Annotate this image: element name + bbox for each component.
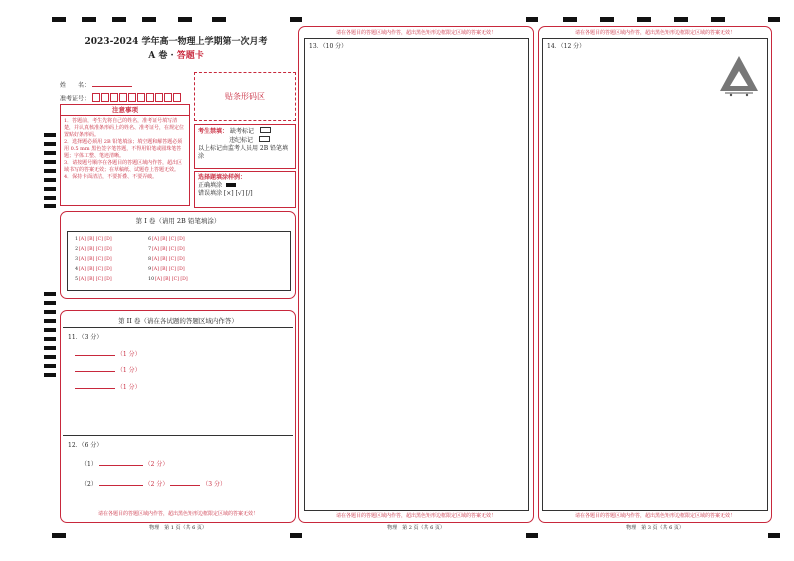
correct-fill-label: 正确填涂: [198, 182, 223, 189]
q11-area[interactable]: [63, 327, 293, 436]
choice-row[interactable]: [144, 265, 188, 275]
blank-score: （1 分）: [116, 367, 141, 374]
side-mark: [44, 151, 56, 155]
warning-top: 请在各题目的答题区域内作答，超出黑色矩形边框限定区域的答案无效！: [335, 30, 496, 36]
question-number: 5: [75, 277, 78, 282]
timing-mark: [563, 17, 577, 22]
blank-score: （1 分）: [116, 384, 141, 391]
question-number: 6: [148, 237, 151, 242]
timing-mark: [52, 533, 66, 538]
choice-row[interactable]: [71, 275, 112, 285]
timing-mark: [142, 17, 156, 22]
part2-box: [60, 310, 296, 523]
choice-options[interactable]: [A] [B] [C] [D]: [79, 247, 112, 252]
q12-blank-row-2[interactable]: [81, 480, 226, 489]
status-note: 以上标记由监考人员用 2B 铅笔填涂: [198, 145, 289, 160]
choice-column-left: [71, 235, 112, 285]
page-footer-2: 物理 第 2 页（共 6 页）: [387, 525, 445, 531]
question-number: 1: [75, 237, 78, 242]
timing-mark: [600, 17, 614, 22]
timing-mark: [768, 533, 780, 538]
digit-cell[interactable]: [164, 93, 172, 102]
side-mark: [44, 187, 56, 191]
digit-cell[interactable]: [146, 93, 154, 102]
blank-score: （3 分）: [202, 481, 226, 488]
notice-item: 1．答题前，考生先将自己的姓名，准考证号填写清楚，并认真核准条形码上的姓名、准考证号，在规定位置贴好条形码。: [64, 118, 185, 138]
cheat-label: 违纪标记: [229, 137, 254, 144]
cheat-checkbox[interactable]: [259, 136, 270, 142]
notice-item: 4．保持卡面清洁，不要折叠、不要弄破。: [64, 174, 158, 180]
side-mark: [44, 310, 56, 314]
question-number: 8: [148, 257, 151, 262]
choice-options[interactable]: [A] [B] [C] [D]: [152, 267, 185, 272]
question-number: 9: [148, 267, 151, 272]
q13-answer-area[interactable]: [304, 38, 529, 511]
fill-example-title: 选择题填涂样例：: [198, 174, 247, 181]
q11-blank-row[interactable]: [75, 383, 141, 392]
choice-options[interactable]: [A] [B] [C] [D]: [79, 277, 112, 282]
q12-blank-row-1[interactable]: [81, 460, 168, 469]
status-row-absent: [198, 127, 292, 136]
timing-mark: [768, 17, 780, 22]
answer-panel-13: [298, 26, 534, 523]
warning-top: 请在各题目的答题区域内作答，超出黑色矩形边框限定区域的答案无效！: [574, 30, 735, 36]
side-mark: [44, 373, 56, 377]
timing-mark: [82, 17, 96, 22]
warning-bottom: 请在各题目的答题区域内作答，超出黑色矩形边框限定区域的答案无效！: [97, 511, 258, 517]
name-field[interactable]: [60, 81, 190, 90]
answer-blank[interactable]: [170, 480, 200, 486]
q11-blank-row[interactable]: [75, 350, 141, 359]
q14-label: 14．（12 分）: [547, 43, 586, 50]
choice-row[interactable]: [71, 245, 112, 255]
side-mark: [44, 178, 56, 182]
side-mark: [44, 196, 56, 200]
timing-mark: [290, 533, 302, 538]
part2-title: 第 II 卷（请在各试题的答题区域内作答）: [118, 317, 238, 325]
q13-label: 13．（10 分）: [309, 43, 348, 50]
q12-label: 12．（6 分）: [68, 442, 103, 449]
timing-mark: [290, 17, 302, 22]
timing-mark: [637, 17, 651, 22]
side-mark: [44, 160, 56, 164]
question-number: 3: [75, 257, 78, 262]
timing-mark: [526, 17, 538, 22]
digit-cell[interactable]: [119, 93, 127, 102]
subquestion-number: （1）: [81, 461, 97, 468]
answer-blank[interactable]: [99, 480, 143, 486]
sheet-title: 2023-2024 学年高一物理上学期第一次月考: [84, 37, 268, 47]
barcode-label: 贴条形码区: [225, 92, 265, 101]
status-row-cheat: [198, 136, 292, 145]
exam-number-label: 准考证号：: [60, 95, 91, 103]
choice-options[interactable]: [A] [B] [C] [D]: [152, 257, 185, 262]
choice-row[interactable]: [71, 235, 112, 245]
q11-label: 11．（3 分）: [68, 334, 103, 341]
blank-score: （2 分）: [144, 481, 169, 488]
filled-mark: [226, 183, 236, 187]
side-mark: [44, 337, 56, 341]
barcode-area[interactable]: [194, 72, 296, 121]
blank-score: （1 分）: [116, 351, 141, 358]
digit-cell[interactable]: [137, 93, 145, 102]
fill-example-box: [194, 171, 296, 208]
choice-grid: [67, 231, 291, 291]
answer-card-label: 答题卡: [176, 51, 204, 61]
choice-options[interactable]: [A] [B] [C] [D]: [79, 267, 112, 272]
question-number: 2: [75, 247, 78, 252]
choice-options[interactable]: [A] [B] [C] [D]: [152, 237, 185, 242]
answer-blank[interactable]: [99, 460, 143, 466]
name-blank[interactable]: [92, 81, 132, 87]
side-mark: [44, 169, 56, 173]
question-number: 7: [148, 247, 151, 252]
timing-mark: [178, 17, 192, 22]
choice-options[interactable]: [A] [B] [C] [D]: [155, 277, 188, 282]
status-box: [194, 124, 296, 169]
timing-mark: [212, 17, 226, 22]
side-mark: [44, 364, 56, 368]
notice-item: 2．选择题必须用 2B 铅笔填涂；填空题和解答题必须用 0.5 mm 黑色签字笔答题，不得用铅笔或圆珠笔答题；字体工整、笔迹清晰。: [64, 139, 183, 159]
notice-item: 3．请按题号顺序在各题目的答题区域内作答，超出区域书写的答案无效；在草稿纸、试题卷上答题无效。: [64, 160, 183, 173]
side-mark: [44, 292, 56, 296]
wrong-fill-row: 错误填涂 [×] [√] [/]: [198, 190, 253, 197]
timing-mark: [52, 17, 66, 22]
digit-cell[interactable]: [101, 93, 109, 102]
digit-cell[interactable]: [128, 93, 136, 102]
choice-row[interactable]: [144, 255, 188, 265]
question-number: 4: [75, 267, 78, 272]
answer-blank[interactable]: [75, 366, 115, 372]
absent-label: 缺考标记: [229, 128, 254, 135]
blank-score: （2 分）: [144, 461, 169, 468]
notice-list: [61, 116, 189, 183]
warning-bottom: 请在各题目的答题区域内作答，超出黑色矩形边框限定区域的答案无效！: [574, 513, 735, 519]
choice-column-right: [144, 235, 188, 285]
digit-cell[interactable]: [173, 93, 181, 102]
choice-options[interactable]: [A] [B] [C] [D]: [152, 247, 185, 252]
status-title: 考生禁填：: [198, 128, 229, 135]
side-mark: [44, 319, 56, 323]
page-footer-1: 物理 第 1 页（共 6 页）: [149, 525, 207, 531]
timing-mark: [674, 17, 688, 22]
q12-area[interactable]: [63, 436, 293, 504]
warning-bottom: 请在各题目的答题区域内作答，超出黑色矩形边框限定区域的答案无效！: [335, 513, 496, 519]
choice-row[interactable]: [144, 275, 188, 285]
correct-fill-row: [198, 182, 292, 190]
side-mark: [44, 204, 56, 208]
digit-cell[interactable]: [155, 93, 163, 102]
side-mark: [44, 346, 56, 350]
answer-blank[interactable]: [75, 350, 115, 356]
timing-mark: [112, 17, 126, 22]
q14-answer-area[interactable]: [542, 38, 768, 511]
absent-checkbox[interactable]: [260, 127, 271, 133]
paper-version: A 卷 ·: [148, 51, 177, 61]
timing-mark: [526, 533, 538, 538]
choice-options[interactable]: [A] [B] [C] [D]: [79, 237, 112, 242]
part1-title: 第 I 卷（请用 2B 铅笔填涂）: [135, 217, 221, 225]
notice-box: [60, 104, 190, 206]
digit-cell[interactable]: [110, 93, 118, 102]
choice-row[interactable]: [71, 255, 112, 265]
choice-row[interactable]: [71, 265, 112, 275]
notice-title: 注意事项: [61, 105, 189, 116]
timing-mark: [711, 17, 725, 22]
answer-panel-14: [538, 26, 772, 523]
page-footer-3: 物理 第 3 页（共 6 页）: [626, 525, 684, 531]
subquestion-number: （2）: [81, 481, 97, 488]
sheet-subtitle: [66, 48, 286, 61]
triangle-figure: [717, 53, 761, 101]
name-label: 姓 名：: [60, 82, 91, 89]
side-mark: [44, 133, 56, 137]
answer-blank[interactable]: [75, 383, 115, 389]
digit-cell[interactable]: [92, 93, 100, 102]
choice-row[interactable]: [144, 245, 188, 255]
part1-box: [60, 211, 296, 299]
question-number: 10: [148, 277, 154, 282]
q11-blank-row[interactable]: [75, 366, 141, 375]
choice-options[interactable]: [A] [B] [C] [D]: [79, 257, 112, 262]
choice-row[interactable]: [144, 235, 188, 245]
side-mark: [44, 355, 56, 359]
side-mark: [44, 328, 56, 332]
side-mark: [44, 142, 56, 146]
side-mark: [44, 301, 56, 305]
